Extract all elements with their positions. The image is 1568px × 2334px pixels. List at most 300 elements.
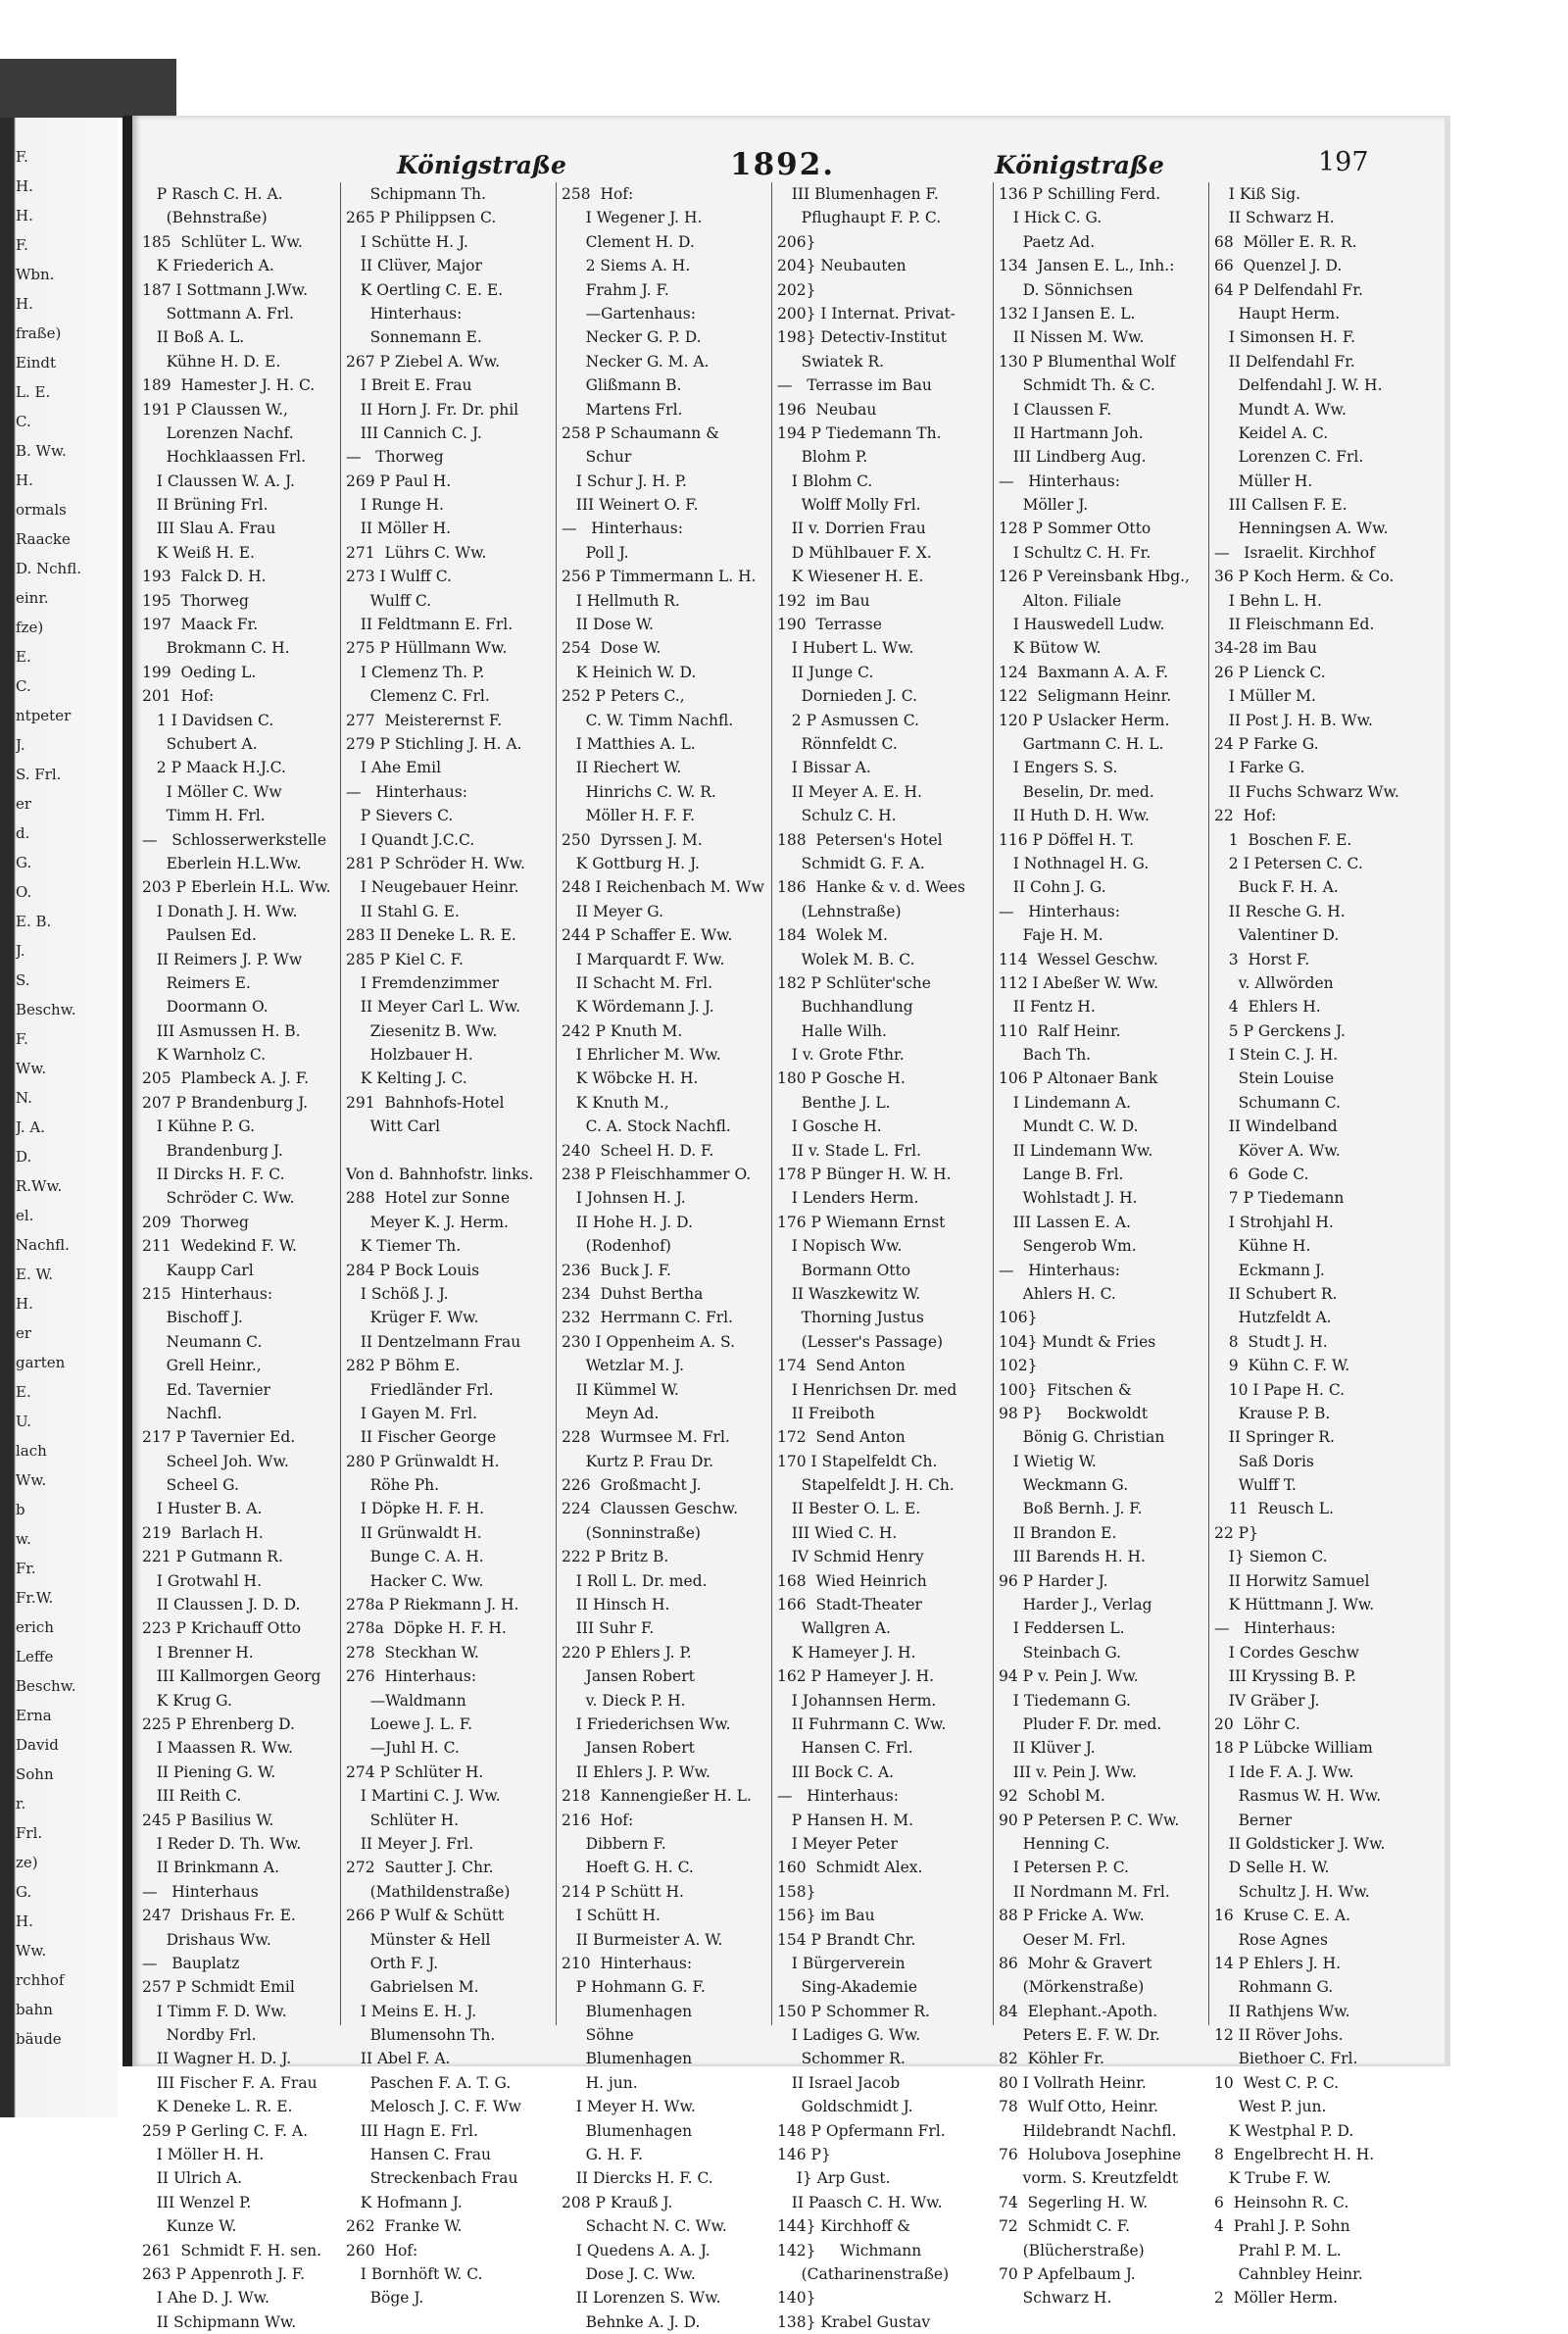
directory-entry: 116 P Döffel H. T. xyxy=(999,830,1135,849)
directory-entry: 196 Neubau xyxy=(777,400,877,419)
directory-entry: Söhne xyxy=(562,2026,634,2045)
left-page-fragment-text: O. xyxy=(16,883,32,901)
directory-entry: 26 P Lienck C. xyxy=(1214,663,1326,681)
directory-entry: Bönig G. Christian xyxy=(999,1428,1165,1447)
directory-entry: K Krug G. xyxy=(142,1691,232,1710)
directory-entry: 8 Engelbrecht H. H. xyxy=(1214,2146,1375,2164)
left-page-fragment-text: Beschw. xyxy=(16,1001,76,1018)
directory-entry: I Ahe D. J. Ww. xyxy=(142,2289,270,2308)
directory-entry: II Israel Jacob xyxy=(777,2073,901,2092)
directory-entry: K Wördemann J. J. xyxy=(562,998,714,1017)
directory-entry: III Bock C. A. xyxy=(777,1763,895,1781)
left-page-fragment-text: S. xyxy=(16,971,30,989)
left-page-fragment-text: bäude xyxy=(16,2030,62,2048)
directory-entry: I Kühne P. G. xyxy=(142,1117,256,1136)
street-name-right: Königstraße xyxy=(995,151,1164,179)
directory-entry: 18 P Lübcke William xyxy=(1214,1739,1373,1758)
directory-entry: Ed. Tavernier xyxy=(142,1380,270,1399)
directory-entry: Poll J. xyxy=(562,543,629,562)
directory-entry: I Quedens A. A. J. xyxy=(562,2241,710,2260)
directory-entry: II Post J. H. B. Ww. xyxy=(1214,711,1373,729)
directory-entry: Glißmann B. xyxy=(562,376,682,395)
directory-entry: Krause P. B. xyxy=(1214,1404,1331,1422)
directory-entry: I Ahe Emil xyxy=(346,759,442,777)
directory-entry: I Donath J. H. Ww. xyxy=(142,902,298,920)
directory-entry: Kaupp Carl xyxy=(142,1261,254,1279)
left-page-fragment-text: r. xyxy=(16,1795,26,1813)
column-6 xyxy=(1214,182,1430,2310)
left-page-fragment-text: garten xyxy=(16,1354,66,1371)
directory-entry: 180 P Gosche H. xyxy=(777,1069,906,1088)
directory-entry: Hoeft G. H. C. xyxy=(562,1859,694,1877)
directory-entry: Valentiner D. xyxy=(1214,926,1340,945)
directory-entry: 112 I Abeßer W. Ww. xyxy=(999,973,1159,992)
directory-entry: I Lindemann A. xyxy=(999,1093,1132,1112)
directory-entry: 148 P Opfermann Frl. xyxy=(777,2121,946,2140)
directory-entry: Schacht N. C. Ww. xyxy=(562,2217,727,2236)
directory-entry: 216 Hof: xyxy=(562,1811,634,1829)
directory-entry: Beselin, Dr. med. xyxy=(999,782,1154,801)
directory-entry: 9 Kühn C. F. W. xyxy=(1214,1357,1350,1375)
directory-entry: I Gosche H. xyxy=(777,1117,882,1136)
directory-entry: Schulz C. H. xyxy=(777,807,897,825)
directory-entry: II Huth D. H. Ww. xyxy=(999,807,1150,825)
directory-entry: 197 Maack Fr. xyxy=(142,616,259,634)
directory-entry: 102} xyxy=(999,1357,1038,1375)
directory-entry: Mundt C. W. D. xyxy=(999,1117,1139,1136)
directory-entry: II Fentz H. xyxy=(999,998,1096,1017)
directory-entry: Schubert A. xyxy=(142,734,258,753)
directory-entry: Timm H. Frl. xyxy=(142,807,266,825)
directory-entry: 178 P Bünger H. W. H. xyxy=(777,1166,952,1184)
directory-entry: Faje H. M. xyxy=(999,926,1103,945)
directory-entry: 160 Schmidt Alex. xyxy=(777,1859,923,1877)
directory-entry: Wohlstadt J. H. xyxy=(999,1189,1138,1208)
directory-entry: 208 P Krauß J. xyxy=(562,2193,673,2211)
directory-entry: 158} xyxy=(777,1882,816,1901)
directory-entry: 263 P Appenroth J. F. xyxy=(142,2264,306,2283)
directory-entry: 128 P Sommer Otto xyxy=(999,520,1152,538)
directory-entry: Behnke A. J. D. xyxy=(562,2312,701,2331)
directory-entry: II Junge C. xyxy=(777,663,874,681)
directory-entry: Kühne H. D. E. xyxy=(142,352,281,371)
directory-entry: 240 Scheel H. D. F. xyxy=(562,1141,714,1160)
directory-entry: I Johannsen Herm. xyxy=(777,1691,937,1710)
directory-entry: Münster & Hell xyxy=(346,1930,491,1949)
directory-entry: I Möller C. Ww xyxy=(142,782,282,801)
directory-entry: Halle Wilh. xyxy=(777,1021,887,1040)
directory-entry: K Wöbcke H. H. xyxy=(562,1069,699,1088)
directory-entry: Sottmann A. Frl. xyxy=(142,304,294,323)
directory-entry: Reimers E. xyxy=(142,973,251,992)
directory-entry: I Timm F. D. Ww. xyxy=(142,2002,287,2020)
directory-entry: Paulsen Ed. xyxy=(142,926,257,945)
directory-entry: Wolff Molly Frl. xyxy=(777,496,921,515)
directory-entry: 206} xyxy=(777,232,816,251)
directory-entry: — Hinterhaus: xyxy=(1214,1619,1336,1638)
directory-entry: III Kryssing B. P. xyxy=(1214,1667,1356,1686)
directory-entry: Müller H. xyxy=(1214,472,1313,490)
directory-entry: K Heinich W. D. xyxy=(562,663,697,681)
left-page-fragment-text: er xyxy=(16,1324,32,1342)
left-page-fragment-text: ze) xyxy=(16,1854,38,1871)
directory-entry: II Schipmann Ww. xyxy=(142,2312,297,2331)
directory-entry: 72 Schmidt C. F. xyxy=(999,2217,1131,2236)
directory-entry: Schumann C. xyxy=(1214,1093,1341,1112)
directory-entry: 257 P Schmidt Emil xyxy=(142,1978,295,1997)
directory-entry: I Meins E. H. J. xyxy=(346,2002,477,2020)
directory-entry: I Ehrlicher M. Ww. xyxy=(562,1046,721,1065)
directory-entry: Möller J. xyxy=(999,496,1089,515)
directory-entry: I Fremdenzimmer xyxy=(346,973,500,992)
directory-entry: I Roll L. Dr. med. xyxy=(562,1571,708,1590)
directory-entry: 200} I Internat. Privat- xyxy=(777,304,956,323)
directory-entry: I Hellmuth R. xyxy=(562,591,680,610)
directory-entry: Von d. Bahnhofstr. links. xyxy=(346,1166,534,1184)
directory-entry: 4 Prahl J. P. Sohn xyxy=(1214,2217,1350,2236)
directory-entry: 252 P Peters C., xyxy=(562,687,685,706)
directory-entry: 291 Bahnhofs-Hotel xyxy=(346,1093,505,1112)
directory-entry: 64 P Delfendahl Fr. xyxy=(1214,280,1363,299)
directory-entry: 215 Hinterhaus: xyxy=(142,1284,273,1303)
directory-entry: Clemenz C. Frl. xyxy=(346,687,490,706)
directory-entry: Nordby Frl. xyxy=(142,2026,257,2045)
directory-entry: K Westphal P. D. xyxy=(1214,2121,1354,2140)
left-page-fragment-text: J. A. xyxy=(16,1118,45,1136)
directory-entry: II Bester O. L. E. xyxy=(777,1500,921,1518)
directory-entry: 209 Thorweg xyxy=(142,1213,249,1231)
directory-entry: G. H. F. xyxy=(562,2146,643,2164)
left-page-fragment-text: rchhof xyxy=(16,1971,65,1989)
directory-entry: Keidel A. C. xyxy=(1214,423,1329,442)
directory-entry: II Dentzelmann Frau xyxy=(346,1332,521,1351)
directory-entry: Wallgren A. xyxy=(777,1619,891,1638)
directory-entry: 2 I Petersen C. C. xyxy=(1214,854,1363,872)
left-page-fragment-text: D. xyxy=(16,1148,32,1166)
left-page-fragment-text: H. xyxy=(16,472,33,489)
directory-entry: Hansen C. Frl. xyxy=(777,1739,913,1758)
directory-entry: K Hüttmann J. Ww. xyxy=(1214,1596,1375,1614)
directory-entry: —Waldmann xyxy=(346,1691,466,1710)
directory-entry: 247 Drishaus Fr. E. xyxy=(142,1907,296,1925)
directory-entry: Scheel Joh. Ww. xyxy=(142,1452,289,1470)
directory-entry: I Clemenz Th. P. xyxy=(346,663,485,681)
directory-entry: 191 P Claussen W., xyxy=(142,400,288,419)
directory-entry: I Marquardt F. Ww. xyxy=(562,950,725,968)
directory-entry: Blumenhagen xyxy=(562,2121,693,2140)
directory-entry: Cahnbley Heinr. xyxy=(1214,2264,1363,2283)
directory-entry: 195 Thorweg xyxy=(142,591,249,610)
directory-entry: Schmidt Th. & C. xyxy=(999,376,1155,395)
directory-entry: 190 Terrasse xyxy=(777,616,882,634)
directory-entry: 106} xyxy=(999,1309,1038,1327)
directory-entry: P Hansen H. M. xyxy=(777,1811,914,1829)
directory-entry: 256 P Timmermann L. H. xyxy=(562,568,757,586)
directory-entry: — Hinterhaus: xyxy=(999,1261,1120,1279)
directory-entry: (Blücherstraße) xyxy=(999,2241,1145,2260)
directory-entry: Hildebrandt Nachfl. xyxy=(999,2121,1177,2140)
directory-entry: I Claussen F. xyxy=(999,400,1112,419)
directory-entry: Ziesenitz B. Ww. xyxy=(346,1021,498,1040)
directory-entry: 4 Ehlers H. xyxy=(1214,998,1321,1017)
directory-entry: I Simonsen H. F. xyxy=(1214,328,1356,347)
directory-entry: Stein Louise xyxy=(1214,1069,1335,1088)
directory-entry: Melosch J. C. F. Ww xyxy=(346,2098,521,2116)
directory-entry: Weckmann G. xyxy=(999,1476,1129,1495)
directory-entry: II Hinsch H. xyxy=(562,1596,670,1614)
directory-entry: I Gayen M. Frl. xyxy=(346,1404,478,1422)
directory-entry: Schmidt G. F. A. xyxy=(777,854,925,872)
directory-entry: I Wietig W. xyxy=(999,1452,1097,1470)
directory-entry: Bormann Otto xyxy=(777,1261,911,1279)
directory-entry: 90 P Petersen P. C. Ww. xyxy=(999,1811,1180,1829)
left-page-fragment-text: Sohn xyxy=(16,1765,54,1783)
directory-entry: 172 Send Anton xyxy=(777,1428,906,1447)
directory-entry: II Freiboth xyxy=(777,1404,875,1422)
directory-entry: K Friederich A. xyxy=(142,257,274,275)
directory-entry: K Oertling C. E. E. xyxy=(346,280,504,299)
directory-entry: 250 Dyrssen J. M. xyxy=(562,830,703,849)
directory-entry: I Müller M. xyxy=(1214,687,1316,706)
directory-entry: Martens Frl. xyxy=(562,400,683,419)
directory-entry: Goldschmidt J. xyxy=(777,2098,913,2116)
left-page-fragment-text: S. Frl. xyxy=(16,766,62,783)
directory-entry: Lorenzen Nachf. xyxy=(142,423,294,442)
directory-entry: Hochklaassen Frl. xyxy=(142,448,307,467)
directory-entry: — Thorweg xyxy=(346,448,444,467)
directory-entry: H. jun. xyxy=(562,2073,638,2092)
directory-entry: 88 P Fricke A. Ww. xyxy=(999,1907,1145,1925)
left-page-fragment-text: Leffe xyxy=(16,1648,54,1665)
column-1 xyxy=(142,182,338,2334)
directory-entry: I Cordes Geschw xyxy=(1214,1643,1359,1662)
directory-entry: 271 Lührs C. Ww. xyxy=(346,543,487,562)
directory-entry: I Runge H. xyxy=(346,496,444,515)
directory-entry: West P. jun. xyxy=(1214,2098,1327,2116)
directory-entry: —Juhl H. C. xyxy=(346,1739,460,1758)
column-divider xyxy=(993,182,994,2025)
directory-entry: I Matthies A. L. xyxy=(562,734,696,753)
directory-entry: Sonnemann E. xyxy=(346,328,482,347)
directory-entry: II Goldsticker J. Ww. xyxy=(1214,1834,1386,1853)
directory-entry: I Henrichsen Dr. med xyxy=(777,1380,957,1399)
directory-entry: 258 P Schaumann & xyxy=(562,423,720,442)
directory-entry: Swiatek R. xyxy=(777,352,885,371)
directory-entry: II Reimers J. P. Ww xyxy=(142,950,303,968)
directory-entry: (Catharinenstraße) xyxy=(777,2264,950,2283)
directory-entry: 166 Stadt-Theater xyxy=(777,1596,922,1614)
left-page-fragment-text: el. xyxy=(16,1207,34,1224)
directory-entry: Drishaus Ww. xyxy=(142,1930,271,1949)
directory-entry: 11 Reusch L. xyxy=(1214,1500,1334,1518)
directory-entry: 188 Petersen's Hotel xyxy=(777,830,943,849)
left-page-fragment-text: J. xyxy=(16,942,25,960)
column-divider xyxy=(771,182,772,2025)
directory-entry: 98 P} Bockwoldt xyxy=(999,1404,1149,1422)
directory-entry: I Stein C. J. H. xyxy=(1214,1046,1339,1065)
left-page-fragment-text: Ww. xyxy=(16,1060,47,1077)
column-5 xyxy=(999,182,1206,2310)
directory-entry: II Burmeister A. W. xyxy=(562,1930,723,1949)
left-page-fragment-text: H. xyxy=(16,295,33,313)
directory-entry: — Terrasse im Bau xyxy=(777,376,932,395)
directory-entry: I Ide F. A. J. Ww. xyxy=(1214,1763,1354,1781)
directory-entry: — Schlosserwerkstelle xyxy=(142,830,327,849)
directory-entry: II Hohe H. J. D. xyxy=(562,1213,693,1231)
directory-entry: Paschen F. A. T. G. xyxy=(346,2073,512,2092)
directory-entry: 220 P Ehlers J. P. xyxy=(562,1643,692,1662)
directory-entry: Dornieden J. C. xyxy=(777,687,918,706)
directory-entry: II Waszkewitz W. xyxy=(777,1284,921,1303)
directory-entry: 278 Steckhan W. xyxy=(346,1643,479,1662)
column-divider xyxy=(556,182,557,2025)
directory-entry: II Meyer A. E. H. xyxy=(777,782,922,801)
directory-entry: Schipmann Th. xyxy=(346,185,486,203)
directory-entry: 184 Wolek M. xyxy=(777,926,888,945)
directory-entry: II Resche G. H. xyxy=(1214,902,1346,920)
directory-entry: Henningsen A. Ww. xyxy=(1214,520,1389,538)
directory-entry: 261 Schmidt F. H. sen. xyxy=(142,2241,322,2260)
directory-entry: II Springer R. xyxy=(1214,1428,1335,1447)
directory-entry: 262 Franke W. xyxy=(346,2217,463,2236)
directory-entry: Meyer K. J. Herm. xyxy=(346,1213,509,1231)
directory-entry: K Gottburg H. J. xyxy=(562,854,700,872)
directory-entry: II Brandon E. xyxy=(999,1523,1117,1542)
directory-entry: Krüger F. Ww. xyxy=(346,1309,479,1327)
directory-entry: K Weiß H. E. xyxy=(142,543,255,562)
directory-entry: 187 I Sottmann J.Ww. xyxy=(142,280,309,299)
directory-entry: C. W. Timm Nachfl. xyxy=(562,711,734,729)
directory-entry: Scheel G. xyxy=(142,1476,239,1495)
directory-entry: III Blumenhagen F. xyxy=(777,185,939,203)
directory-entry: 142} Wichmann xyxy=(777,2241,922,2260)
directory-entry: 189 Hamester J. H. C. xyxy=(142,376,316,395)
directory-entry: 284 P Bock Louis xyxy=(346,1261,480,1279)
directory-entry: I Tiedemann G. xyxy=(999,1691,1131,1710)
directory-entry: Bach Th. xyxy=(999,1046,1092,1065)
directory-entry: vorm. S. Kreutzfeldt xyxy=(999,2169,1179,2188)
directory-entry: 280 P Grünwaldt H. xyxy=(346,1452,500,1470)
directory-entry: (Mathildenstraße) xyxy=(346,1882,511,1901)
left-page-fragment-text: C. xyxy=(16,413,31,430)
directory-entry: Eberlein H.L.Ww. xyxy=(142,854,302,872)
directory-entry: Witt Carl xyxy=(346,1117,441,1136)
directory-entry: II Meyer Carl L. Ww. xyxy=(346,998,521,1017)
directory-entry: II Boß A. L. xyxy=(142,328,245,347)
page-header xyxy=(132,145,1450,184)
directory-entry: II Feldtmann E. Frl. xyxy=(346,616,514,634)
directory-entry: Blumenhagen xyxy=(562,2050,693,2068)
directory-entry: Jansen Robert xyxy=(562,1667,695,1686)
directory-entry: 275 P Hüllmann Ww. xyxy=(346,639,508,658)
directory-entry: Streckenbach Frau xyxy=(346,2169,518,2188)
directory-entry: K Knuth M., xyxy=(562,1093,669,1112)
directory-entry: 24 P Farke G. xyxy=(1214,734,1319,753)
directory-entry: 36 P Koch Herm. & Co. xyxy=(1214,568,1395,586)
left-page-fragment-text: H. xyxy=(16,1295,33,1313)
directory-entry: 223 P Krichauff Otto xyxy=(142,1619,302,1638)
directory-entry: 1 Boschen F. E. xyxy=(1214,830,1352,849)
directory-entry: Wetzlar M. J. xyxy=(562,1357,685,1375)
directory-entry: 182 P Schlüter'sche xyxy=(777,973,931,992)
directory-entry: Delfendahl J. W. H. xyxy=(1214,376,1383,395)
directory-entry: Boß Bernh. J. F. xyxy=(999,1500,1143,1518)
left-page-fragment-text: F. xyxy=(16,148,28,166)
directory-entry: 150 P Schommer R. xyxy=(777,2002,930,2020)
left-page-fragment-text: F. xyxy=(16,1030,28,1048)
directory-entry: I Schöß J. J. xyxy=(346,1284,449,1303)
directory-entry: 192 im Bau xyxy=(777,591,870,610)
directory-entry: 211 Wedekind F. W. xyxy=(142,1237,297,1256)
directory-entry: Kunze W. xyxy=(142,2217,237,2236)
directory-entry: II Horn J. Fr. Dr. phil xyxy=(346,400,519,419)
directory-entry: Bischoff J. xyxy=(142,1309,243,1327)
directory-entry: P Sievers C. xyxy=(346,807,454,825)
left-page-fragment-text: Eindt xyxy=(16,354,57,372)
directory-entry: D. Sönnichsen xyxy=(999,280,1134,299)
left-page-fragment-text: E. B. xyxy=(16,913,52,930)
directory-entry: 278a P Riekmann J. H. xyxy=(346,1596,519,1614)
directory-entry: Pluder F. Dr. med. xyxy=(999,1715,1162,1733)
left-page-fragment-text: fraße) xyxy=(16,324,62,342)
directory-entry: Schlüter H. xyxy=(346,1811,460,1829)
directory-entry: II Horwitz Samuel xyxy=(1214,1571,1370,1590)
directory-entry: 14 P Ehlers J. H. xyxy=(1214,1954,1342,1972)
left-page-fragment-text: ormals xyxy=(16,501,67,519)
directory-entry: III Asmussen H. B. xyxy=(142,1021,301,1040)
directory-entry: Necker G. M. A. xyxy=(562,352,710,371)
directory-entry: 2 Möller Herm. xyxy=(1214,2289,1339,2308)
directory-entry: Henning C. xyxy=(999,1834,1110,1853)
directory-entry: Berner xyxy=(1214,1811,1293,1829)
directory-entry: 16 Kruse C. E. A. xyxy=(1214,1907,1351,1925)
directory-entry: 185 Schlüter L. Ww. xyxy=(142,232,303,251)
directory-entry: (Lesser's Passage) xyxy=(777,1332,944,1351)
left-page-fragment-text: w. xyxy=(16,1530,31,1548)
directory-entry: 162 P Hameyer J. H. xyxy=(777,1667,935,1686)
directory-entry: I Johnsen H. J. xyxy=(562,1189,686,1208)
directory-entry: 68 Möller E. R. R. xyxy=(1214,232,1357,251)
directory-entry: II Kümmel W. xyxy=(562,1380,679,1399)
directory-entry: II Fleischmann Ed. xyxy=(1214,616,1375,634)
directory-entry: III Suhr F. xyxy=(562,1619,655,1638)
directory-entry: Frahm J. F. xyxy=(562,280,669,299)
directory-entry: Dose J. C. Ww. xyxy=(562,2264,696,2283)
left-page-fragment-text: Nachfl. xyxy=(16,1236,70,1254)
directory-entry: III Hagn E. Frl. xyxy=(346,2121,478,2140)
column-3 xyxy=(562,182,769,2334)
directory-entry: 242 P Knuth M. xyxy=(562,1021,683,1040)
directory-entry: I Grotwahl H. xyxy=(142,1571,263,1590)
left-page-fragment-text: ntpeter xyxy=(16,707,72,724)
directory-entry: I Schütt H. xyxy=(562,1907,661,1925)
directory-entry: 276 Hinterhaus: xyxy=(346,1667,477,1686)
directory-entry: Schultz J. H. Ww. xyxy=(1214,1882,1370,1901)
directory-entry: 217 P Tavernier Ed. xyxy=(142,1428,296,1447)
directory-entry: III Slau A. Frau xyxy=(142,520,276,538)
directory-entry: 238 P Fleischhammer O. xyxy=(562,1166,752,1184)
directory-entry: I Schütte H. J. xyxy=(346,232,468,251)
left-page-fragment-text: Fr.W. xyxy=(16,1589,54,1607)
directory-entry: 134 Jansen E. L., Inh.: xyxy=(999,257,1175,275)
directory-entry: 225 P Ehrenberg D. xyxy=(142,1715,295,1733)
directory-entry: 258 Hof: xyxy=(562,185,634,203)
directory-entry: Rose Agnes xyxy=(1214,1930,1328,1949)
left-page-fragment-text: Fr. xyxy=(16,1560,36,1577)
directory-entry: 285 P Kiel C. F. xyxy=(346,950,464,968)
directory-entry: 174 Send Anton xyxy=(777,1357,906,1375)
left-page-fragment-text: U. xyxy=(16,1413,32,1430)
